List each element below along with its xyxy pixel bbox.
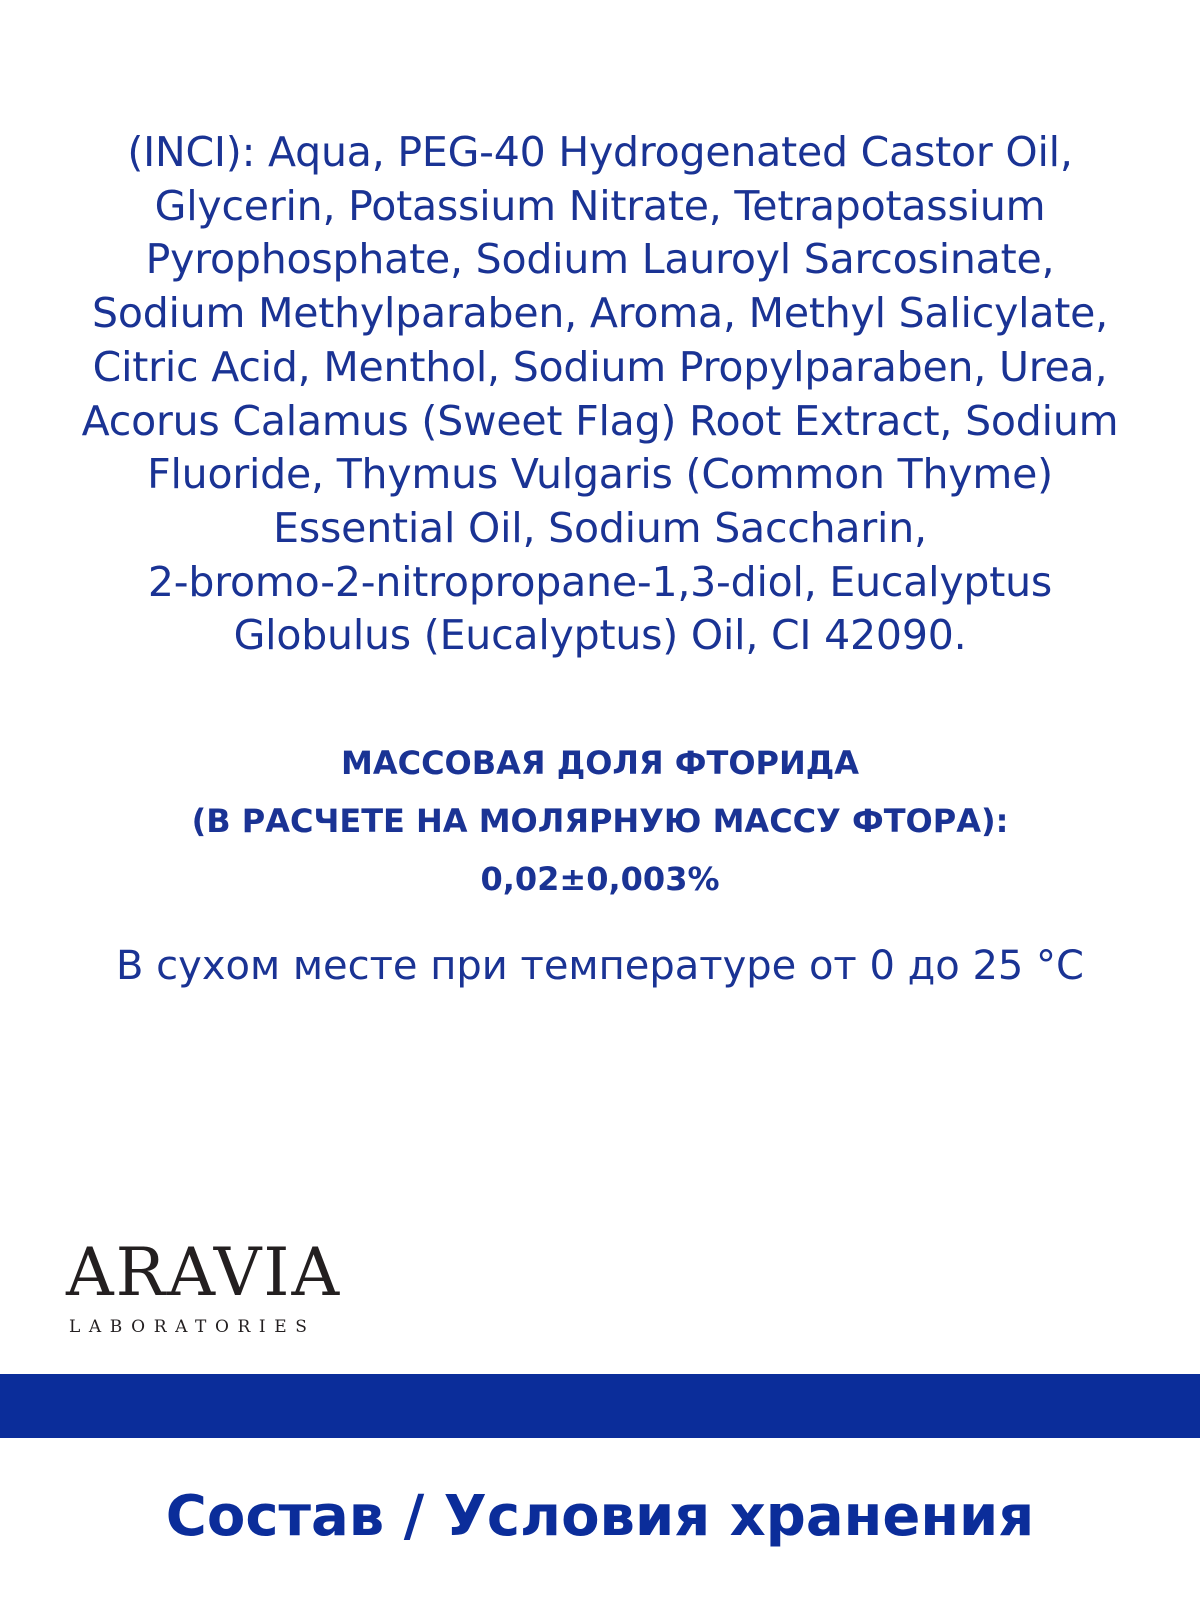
ingredients-line: Globulus (Eucalyptus) Oil, CI 42090. (233, 611, 967, 660)
fluoride-value: 0,02±0,003% (480, 860, 720, 898)
footer-title: Состав / Условия хранения (165, 1484, 1035, 1549)
brand-logo-name: ARAVIA (66, 1234, 342, 1311)
ingredients-line: Fluoride, Thymus Vulgaris (Common Thyme) (147, 450, 1053, 499)
fluoride-content-block (50, 734, 1150, 908)
ingredients-line: Glycerin, Potassium Nitrate, Tetrapotassium (154, 181, 1046, 230)
brand-logo-subtitle: LABORATORIES (69, 1317, 316, 1337)
ingredients-line: (INCI): Aqua, PEG-40 Hydrogenated Castor Oil, (127, 128, 1073, 176)
fluoride-heading: МАССОВАЯ ДОЛЯ ФТОРИДА (340, 744, 860, 782)
fluoride-heading-note: (В РАСЧЕТЕ НА МОЛЯРНУЮ МАССУ ФТОРА): (191, 802, 1009, 840)
footer-band (0, 1374, 1200, 1438)
ingredients-line: Citric Acid, Menthol, Sodium Propylparaben, Urea, (92, 342, 1108, 391)
brand-logo (66, 1234, 406, 1348)
ingredients-line: 2-bromo-2-nitropropane-1,3-diol, Eucalyptus (147, 557, 1053, 606)
ingredients-line: Sodium Methylparaben, Aroma, Methyl Salicylate, (92, 289, 1108, 338)
ingredients-list (50, 126, 1150, 663)
storage-conditions: В сухом месте при температуре от 0 до 25 °С (116, 943, 1084, 989)
ingredients-line: Acorus Calamus (Sweet Flag) Root Extract, Sodium (81, 396, 1119, 445)
ingredients-line: Essential Oil, Sodium Saccharin, (273, 503, 927, 552)
ingredients-line: Pyrophosphate, Sodium Lauroyl Sarcosinate, (145, 235, 1055, 284)
